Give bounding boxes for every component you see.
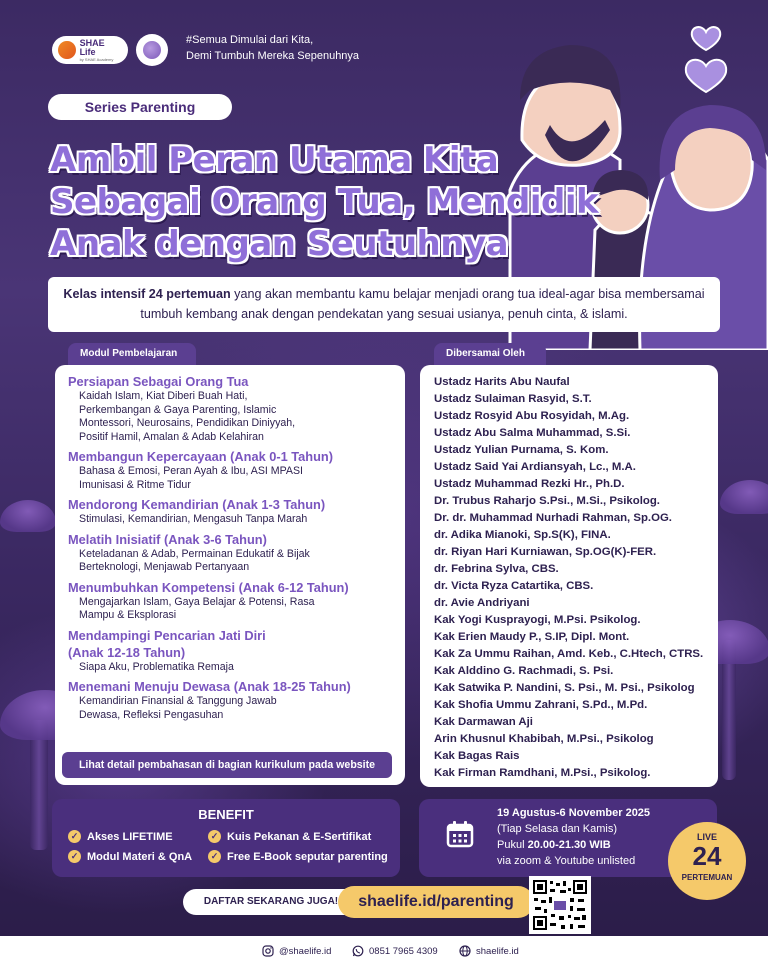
register-url-link[interactable]: shaelife.id/parenting [338,886,534,918]
speaker-name: Ustadz Said Yai Ardiansyah, Lc., M.A. [434,461,636,473]
benefit-label: Free E-Book seputar parenting [227,850,388,863]
benefit-item [68,830,173,843]
speakers-tab-label: Dibersamai Oleh [434,343,546,365]
module-title: Menumbuhkan Kompetensi (Anak 6-12 Tahun) [68,579,349,595]
speaker-name: dr. Adika Mianoki, Sp.S(K), FINA. [434,529,611,541]
check-icon: ✓ [208,830,221,843]
module-desc-line: Mampu & Eksplorasi [79,609,177,621]
instagram-handle: @shaelife.id [279,945,332,957]
whatsapp-icon [352,945,364,957]
register-label: DAFTAR SEKARANG JUGA! [183,889,359,915]
schedule-time-value: 20.00-21.30 WIB [527,839,611,851]
module-desc [68,513,393,527]
benefit-item [208,850,388,863]
module-desc-line: Bahasa & Emosi, Peran Ayah & Ibu, ASI MPASI [79,465,303,477]
module-desc-line: Montessori, Neurosains, Pendidikan Diniyyah, [79,417,296,429]
module-desc [68,695,393,722]
check-icon: ✓ [208,850,221,863]
module-desc [68,596,393,623]
module-desc [68,390,393,444]
speaker-name: Ustadz Harits Abu Naufal [434,376,570,388]
module-title: Menemani Menuju Dewasa (Anak 18-25 Tahun) [68,679,351,694]
description-text: yang akan membantu kamu belajar menjadi orang tua ideal-agar bisa membersamai tumbuh kembang anak dengan pendekatan yang sesuai usianya, penuh cinta, & islami. [140,287,705,321]
tagline-line-1: #Semua Dimulai dari Kita, [186,34,314,46]
footer-whatsapp[interactable] [352,945,438,957]
speaker-name: Kak Bagas Rais [434,750,520,762]
footer-website[interactable] [459,945,519,957]
benefit-label: Kuis Pekanan & E-Sertifikat [227,830,372,843]
speaker-name: Ustadz Rosyid Abu Rosyidah, M.Ag. [434,410,630,422]
speaker-name: dr. Victa Ryza Catartika, CBS. [434,580,594,592]
decor-mushroom [720,480,768,514]
whatsapp-number: 0851 7965 4309 [369,945,438,957]
logo-name: SHAE Life [79,37,105,57]
benefit-item [68,850,192,863]
module-desc-line: Perkembangan & Gaya Parenting, Islamic [79,403,277,416]
speaker-name: Kak Alddino G. Rachmadi, S. Psi. [434,665,614,677]
title-line-3: Anak dengan Seutuhnya [50,224,509,264]
module-item [68,373,393,444]
module-desc-line: Imunisasi & Ritme Tidur [79,478,191,491]
tagline [186,32,359,64]
speaker-name: Ustadz Muhammad Rezki Hr., Ph.D. [434,478,625,490]
qr-code-icon[interactable] [529,876,591,934]
module-desc-line: Positif Hamil, Amalan & Adab Kelahiran [79,430,264,443]
logo-sub: by SHAE Academy [79,56,114,62]
schedule-days: (Tiap Selasa dan Kamis) [497,823,618,835]
module-desc-line: Stimulasi, Kemandirian, Mengasuh Tanpa Marah [79,513,308,525]
calendar-icon [446,820,474,848]
decor-mushroom [0,500,56,532]
schedule-date: 19 Agustus-6 November 2025 [497,807,651,819]
module-title-continued: (Anak 12-18 Tahun) [68,644,186,660]
module-item [68,531,393,575]
speaker-name: Kak Erien Maudy P., S.IP, Dipl. Mont. [434,631,630,643]
mother-child-icon [143,41,161,59]
benefit-title: BENEFIT [198,807,254,822]
speaker-name: Kak Darmawan Aji [434,716,533,728]
module-title: Mendampingi Pencarian Jati Diri [68,627,266,643]
module-desc-line: Kaidah Islam, Kiat Diberi Buah Hati, [79,390,248,402]
check-icon: ✓ [68,830,81,843]
module-desc-line: Dewasa, Refleksi Pengasuhan [79,708,224,721]
speaker-name: Ustadz Yulian Purnama, S. Kom. [434,444,609,456]
module-item [68,627,393,675]
benefit-box [52,799,400,877]
check-icon: ✓ [68,850,81,863]
modules-list [55,365,405,785]
speaker-name: Kak Firman Ramdhani, M.Psi., Psikolog. [434,767,651,779]
module-desc-line: Keteladanan & Adab, Permainan Edukatif & Bijak [79,547,310,560]
globe-icon [459,945,471,957]
description-bold: Kelas intensif 24 pertemuan [63,287,231,301]
schedule-time-prefix: Pukul [497,839,528,851]
instagram-icon [262,945,274,957]
footer-instagram[interactable] [262,945,331,957]
schedule-text [497,805,650,869]
module-desc-line: Mengajarkan Islam, Gaya Belajar & Potensi, Rasa [79,595,315,608]
curriculum-link-button[interactable]: Lihat detail pembahasan di bagian kurikulum pada website [62,752,392,778]
module-item [68,579,393,623]
logo-mark-icon [58,41,76,59]
module-title: Mendorong Kemandirian (Anak 1-3 Tahun) [68,497,326,512]
series-label: Series Parenting [48,94,232,120]
module-item [68,448,393,492]
module-title: Persiapan Sebagai Orang Tua [68,374,249,389]
speaker-name: Ustadz Abu Salma Muhammad, S.Si. [434,427,631,439]
modules-tab-label: Modul Pembelajaran [68,343,196,365]
speaker-name: Arin Khusnul Khabibah, M.Psi., Psikolog [434,733,654,745]
speaker-name: dr. Riyan Hari Kurniawan, Sp.OG(K)-FER. [434,546,657,558]
tagline-line-2: Demi Tumbuh Mereka Sepenuhnya [186,50,360,62]
live-label: LIVE [696,832,717,842]
speakers-list [420,365,718,787]
live-unit: PERTEMUAN [681,873,733,882]
title-line-2: Sebagai Orang Tua, Mendidik [50,182,599,222]
speaker-name: Dr. dr. Muhammad Nurhadi Rahman, Sp.OG. [434,512,672,524]
title-line-1: Ambil Peran Utama Kita [50,140,499,180]
module-desc-line: Berteknologi, Menjawab Pertanyaan [79,561,250,573]
benefit-label: Modul Materi & QnA [87,850,193,863]
speaker-name: Kak Satwika P. Nandini, S. Psi., M. Psi., Psikolog [434,682,695,694]
footer [0,936,768,967]
module-item [68,678,393,722]
module-item [68,496,393,527]
live-badge [668,822,746,900]
module-desc-line: Kemandirian Finansial & Tanggung Jawab [79,695,277,707]
partner-logo [136,34,168,66]
live-number: 24 [692,841,722,871]
schedule-time [497,837,650,853]
shae-life-logo[interactable] [52,36,128,64]
module-desc [68,465,393,492]
speaker-name: Ustadz Sulaiman Rasyid, S.T. [434,393,592,405]
speaker-name: dr. Febrina Sylva, CBS. [434,563,559,575]
module-desc [68,661,393,675]
module-title: Melatih Inisiatif (Anak 3-6 Tahun) [68,531,267,547]
speaker-name: dr. Avie Andriyani [434,597,530,609]
schedule-platform: via zoom & Youtube unlisted [497,855,636,867]
benefit-label: Akses LIFETIME [87,830,173,843]
speaker-name: Dr. Trubus Raharjo S.Psi., M.Si., Psikolog. [434,495,660,507]
speaker-name: Kak Za Ummu Raihan, Amd. Keb., C.Htech, CTRS. [434,648,704,660]
benefit-item [208,830,371,843]
description-box [48,277,720,332]
module-desc [68,548,393,575]
module-title: Membangun Kepercayaan (Anak 0-1 Tahun) [68,449,333,464]
module-desc-line: Siapa Aku, Problematika Remaja [79,660,234,673]
website-url: shaelife.id [476,945,519,957]
speaker-name: Kak Yogi Kusprayogi, M.Psi. Psikolog. [434,614,641,626]
speaker-name: Kak Shofia Ummu Zahrani, S.Pd., M.Pd. [434,699,648,711]
